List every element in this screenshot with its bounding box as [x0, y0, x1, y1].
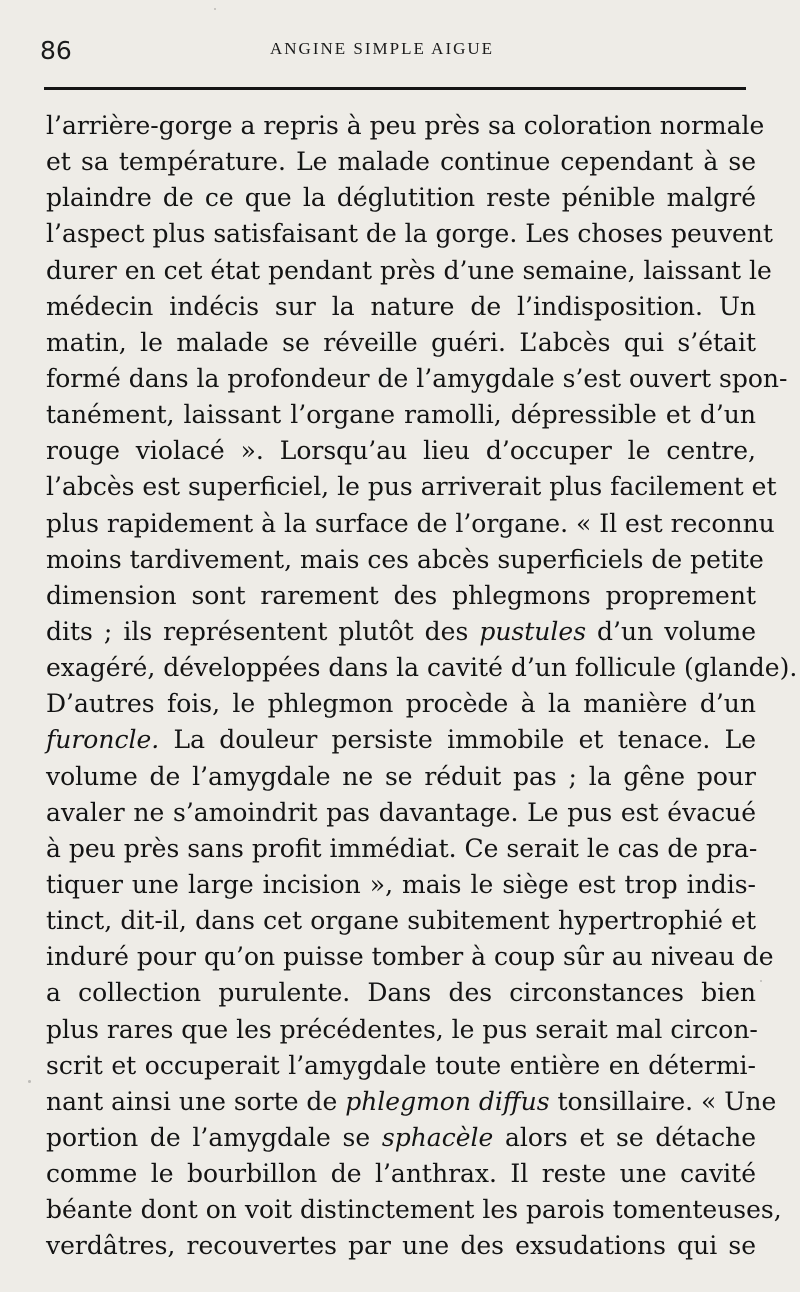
page-number: 86 — [40, 36, 72, 65]
text-line: plus rapidement à la surface de l’organe. « Il est reconnu — [46, 508, 775, 538]
italic-term: furoncle. — [46, 725, 160, 755]
text-line: volume de l’amygdale ne se réduit pas ; la gêne pour — [46, 761, 756, 791]
paper-speck — [28, 1080, 31, 1083]
text-line: tinct, dit-il, dans cet organe subitement hypertrophié et — [46, 906, 756, 936]
text-line: plus rares que les précédentes, le pus serait mal circon- — [46, 1014, 758, 1044]
text-line: formé dans la profondeur de l’amygdale s’est ouvert spon- — [46, 363, 788, 393]
text-line: tiquer une large incision », mais le siège est trop indis- — [46, 869, 756, 899]
text-line: plaindre de ce que la déglutition reste pénible malgré — [46, 183, 756, 213]
text-line: dits ; ils représentent plutôt des pustules d’un volume — [46, 616, 756, 646]
text-line: furoncle. La douleur persiste immobile et tenace. Le — [46, 725, 756, 755]
paper-speck — [214, 8, 216, 10]
text-line: matin, le malade se réveille guéri. L’abcès qui s’était — [46, 327, 756, 357]
page-header — [0, 30, 800, 70]
text-line: scrit et occuperait l’amygdale toute entière en détermi- — [46, 1050, 756, 1080]
header-rule — [44, 87, 746, 90]
text-line: exagéré, développées dans la cavité d’un follicule (glande). — [46, 653, 798, 683]
text-line: l’arrière-gorge a repris à peu près sa coloration normale — [46, 111, 765, 140]
text-line: à peu près sans profit immédiat. Ce serait le cas de pra- — [46, 833, 758, 863]
body-text — [46, 108, 798, 1265]
running-title: ANGINE SIMPLE AIGUE — [270, 39, 495, 58]
text-line: nant ainsi une sorte de phlegmon diffus tonsillaire. « Une — [46, 1086, 777, 1116]
text-line: médecin indécis sur la nature de l’indisposition. Un — [46, 291, 756, 321]
text-line: dimension sont rarement des phlegmons proprement — [46, 580, 756, 610]
text-line: a collection purulente. Dans des circonstances bien — [46, 978, 756, 1008]
text-line: durer en cet état pendant près d’une semaine, laissant le — [46, 255, 772, 285]
text-line: rouge violacé ». Lorsqu’au lieu d’occuper le centre, — [46, 436, 756, 466]
text-line: comme le bourbillon de l’anthrax. Il reste une cavité — [46, 1159, 756, 1189]
text-line: portion de l’amygdale se sphacèle alors et se détache — [46, 1122, 756, 1152]
text-line: induré pour qu’on puisse tomber à coup sûr au niveau de — [46, 942, 774, 972]
text-line: D’autres fois, le phlegmon procède à la manière d’un — [46, 689, 756, 719]
text-line: et sa température. Le malade continue cependant à se — [46, 147, 756, 177]
text-line: l’abcès est superficiel, le pus arriverait plus facilement et — [46, 472, 777, 502]
paper-speck — [760, 980, 762, 982]
italic-term: pustules — [479, 616, 587, 646]
text-line: l’aspect plus satisfaisant de la gorge. Les choses peuvent — [46, 219, 773, 249]
text-line: avaler ne s’amoindrit pas davantage. Le pus est évacué — [46, 797, 756, 827]
italic-term: phlegmon diffus — [345, 1086, 550, 1116]
text-line: tanément, laissant l’organe ramolli, dépressible et d’un — [46, 400, 756, 430]
text-line: moins tardivement, mais ces abcès superficiels de petite — [46, 544, 764, 574]
italic-term: sphacèle — [381, 1122, 494, 1152]
text-line: verdâtres, recouvertes par une des exsudations qui se — [46, 1231, 756, 1261]
text-line: béante dont on voit distinctement les parois tomenteuses, — [46, 1195, 782, 1225]
